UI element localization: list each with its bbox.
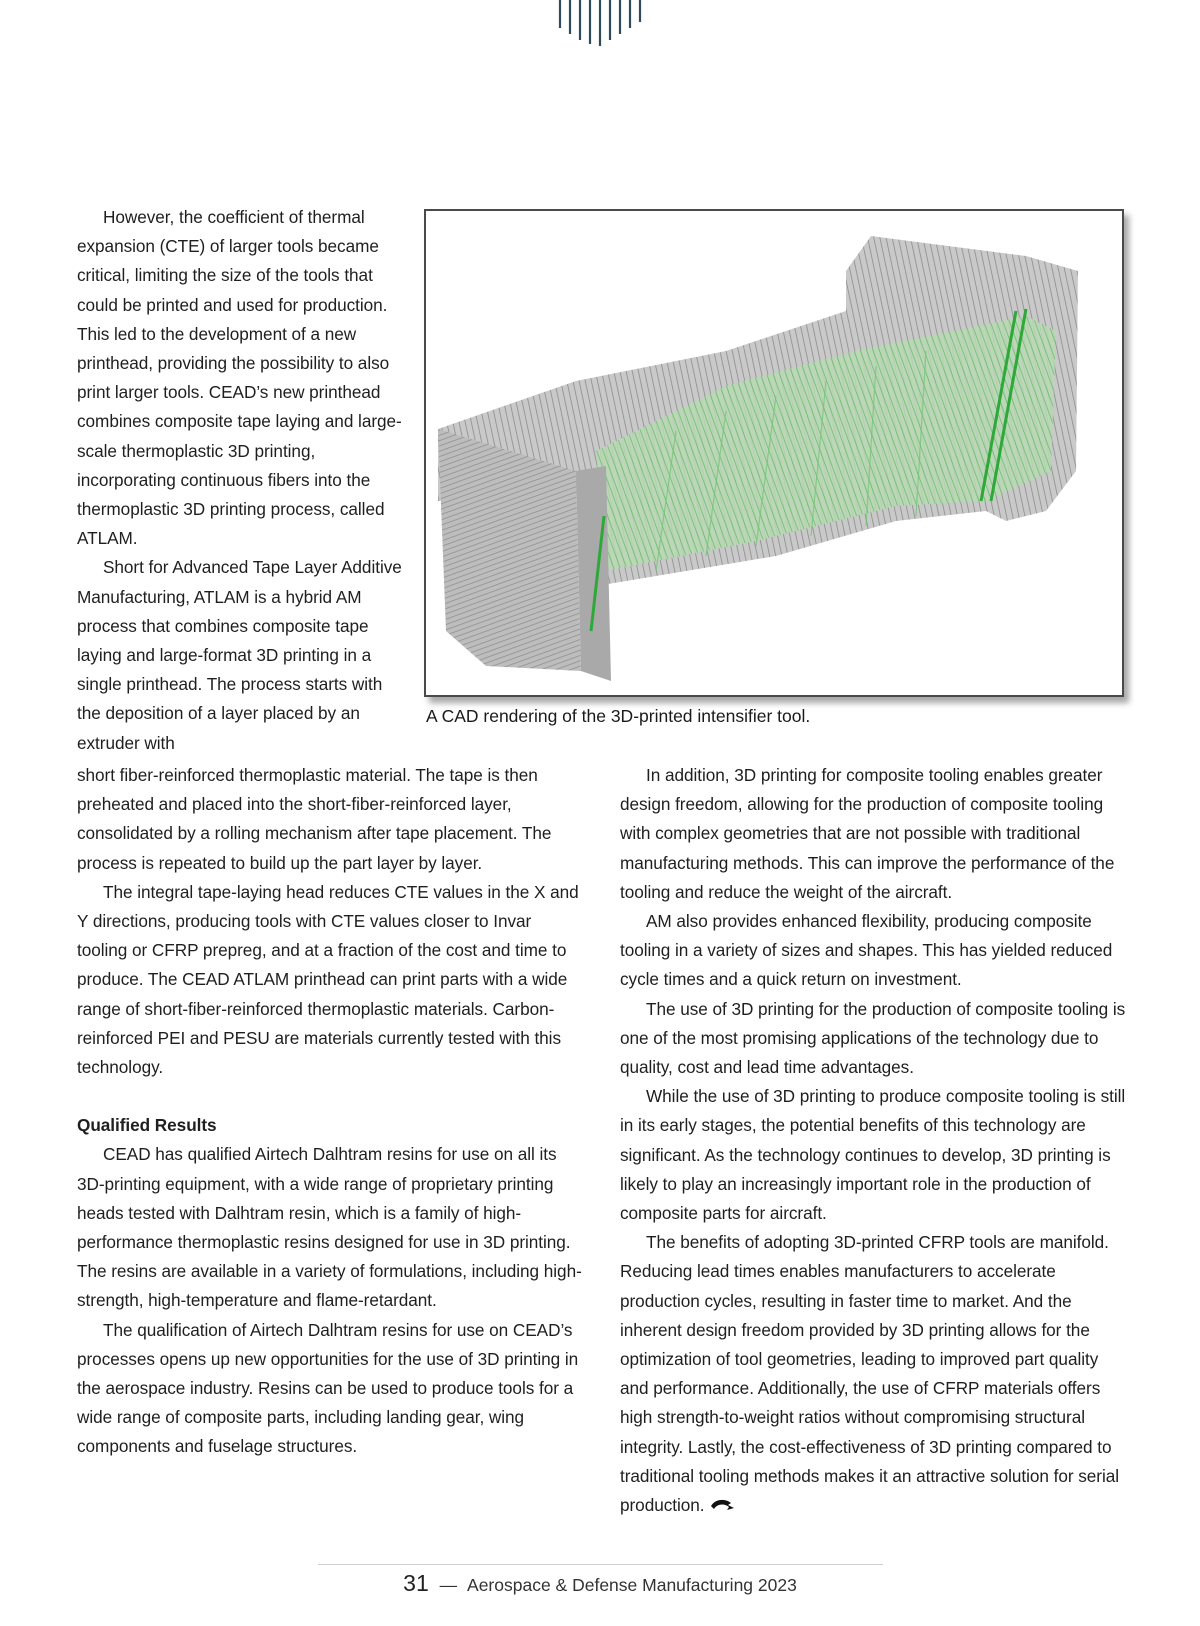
paragraph-atlam-continuation: short fiber-reinforced thermoplastic material. The tape is then preheated and placed into the short-fiber-reinforced layer, consolidated by a rolling mechanism after tape placement. The process is repeated to build up the part layer by layer. [77, 765, 552, 873]
cad-rendering-figure [424, 209, 1124, 697]
footer-separator: — [439, 1575, 458, 1595]
intensifier-tool-rendering [426, 211, 1122, 695]
paragraph-flexibility: AM also provides enhanced flexibility, producing composite tooling in a variety of sizes and shapes. This has yielded reduced cycle times and a quick return on investment. [620, 911, 1113, 990]
paragraph-design-freedom: In addition, 3D printing for composite tooling enables greater design freedom, allowing for the production of composite tooling with complex geometries that are not possible with traditional manufacturing methods. This can improve the performance of the tooling and reduce the weight of the aircraft. [620, 765, 1115, 902]
publication-title: Aerospace & Defense Manufacturing 2023 [467, 1575, 797, 1595]
section-heading-qualified-results: Qualified Results [77, 1115, 217, 1136]
paragraph-cte-values: The integral tape-laying head reduces CTE values in the X and Y directions, producing tools with CTE values closer to Invar tooling or CFRP prepreg, and at a fraction of the cost and time to produce. The CEAD ATLAM printhead can print parts with a wide range of short-fiber-reinforced thermoplastic materials. Carbon-reinforced PEI and PESU are materials currently tested with this technology. [77, 881, 579, 1078]
paragraph-benefits-text: The benefits of adopting 3D-printed CFRP tools are manifold. Reducing lead times enables manufacturers to accelerate production cycles, resulting in faster time to market. And the inherent design freedom provided by 3D printing allows for the optimization of tool geometries, leading to improved part quality and performance. Additionally, the use of CFRP materials offers high strength-to-weight ratios without compromising structural integrity. Lastly, the cost-effectiveness of 3D printing compared to traditional tooling methods makes it an attractive solution for serial production. [620, 1232, 1120, 1516]
page-footer [0, 1570, 1200, 1597]
paragraph-atlam-definition: Short for Advanced Tape Layer Additive Manufacturing, ATLAM is a hybrid AM process that combines composite tape laying and large-format 3D printing in a single printhead. The process starts with the deposition of a layer placed by an extruder with [77, 557, 402, 753]
paragraph-early-stages: While the use of 3D printing to produce composite tooling is still in its early stages, the potential benefits of this technology are significant. As the technology continues to develop, 3D printing is likely to play an increasingly important role in the production of composite parts for aircraft. [620, 1086, 1126, 1224]
paragraph-promising-applications: The use of 3D printing for the production of composite tooling is one of the most promising applications of the technology due to quality, cost and lead time advantages. [620, 998, 1126, 1078]
right-column [620, 761, 1130, 1520]
figure-caption: A CAD rendering of the 3D-printed intensifier tool. [426, 706, 811, 726]
left-column-main [77, 761, 582, 1462]
left-column-top [77, 203, 407, 758]
paragraph-qualification: The qualification of Airtech Dalhtram resins for use on CEAD’s processes opens up new opportunities for the use of 3D printing in the aerospace industry. Resins can be used to produce tools for a wide range of composite parts, including landing gear, wing components and fuselage structures. [77, 1319, 579, 1457]
header-lines-icon [558, 0, 644, 48]
end-of-article-icon [709, 1497, 735, 1513]
paragraph-dalhtram-resins: CEAD has qualified Airtech Dalhtram resins for use on all its 3D-printing equipment, with a wide range of proprietary printing heads tested with Dalhtram resin, which is a family of high-performance thermoplastic resins designed for use in 3D printing. The resins are available in a variety of formulations, including high-strength, high-temperature and flame-retardant. [77, 1144, 582, 1311]
page-number: 31 [403, 1570, 429, 1596]
footer-rule [318, 1564, 883, 1565]
paragraph-benefits [620, 1228, 1130, 1520]
paragraph-cte-intro: However, the coefficient of thermal expansion (CTE) of larger tools became critical, limiting the size of the tools that could be printed and used for production. This led to the development of a new printhead, providing the possibility to also print larger tools. CEAD’s new printhead combines composite tape laying and large-scale thermoplastic 3D printing, incorporating continuous fibers into the thermoplastic 3D printing process, called ATLAM. [77, 207, 402, 549]
